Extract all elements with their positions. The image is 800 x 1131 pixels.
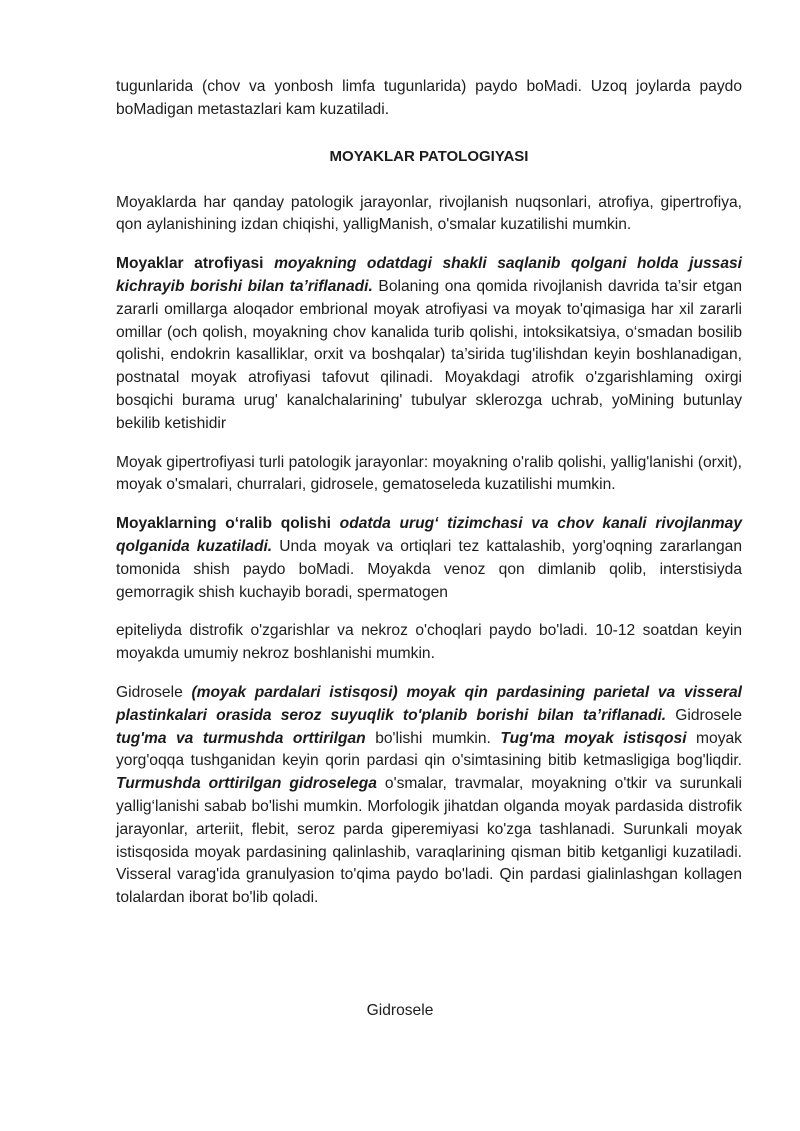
text-atrophy: Bolaning ona qomida rivojlanish davrida ta’sir etgan zararli omillarga aloqador embrional moyak atrofiyasi va moyak to'qimasiga har xil zararli omillar (och qolish, moyakning chov kanalida turib qolishi, intoksikatsiya, o‘smadan bosilib qolishi, endokrin kasalliklar, orxit va boshqalar) ta’sirida tug'ilishdan keyin boshlanadigan, postnatal moyak atrofiyasi tafovut qilinadi. Moyakdagi atrofik o'zgarishlaming oxirgi bosqichi burama urug' kanalchalarining' tubulyar sklerozga uchrab, yoMining butunlay bekilib ketishidir	[116, 277, 743, 432]
term-acquired-hydrocele: Turmushda orttirilgan gidroselega	[116, 775, 377, 793]
paragraph-torsion	[116, 513, 742, 604]
paragraph-continuation: tugunlarida (chov va yonbosh limfa tugunlarida) paydo boMadi. Uzoq joylarda paydo boMadigan metastazlari kam kuzatiladi.	[116, 78, 742, 118]
paragraph-necrosis: epiteliyda distrofik o'zgarishlar va nekroz o'choqlari paydo bo'ladi. 10-12 soatdan keyin moyakda umumiy nekroz boshlanishi mumkin.	[116, 622, 742, 663]
figure-caption: Gidrosele	[366, 1002, 434, 1019]
text-hydrocele-5: o'smalar, travmalar, moyakning o'tkir va surunkali yallig‘lanishi sabab bo'lishi mumkin. Morfologik jihatdan olganda moyak pardasida distrofik jarayonlar, arteriit, flebit, seroz parda giperemiyasi ko'zga tashlanadi. Surunkali moyak istisqosida moyak pardasining qalinlashib, varaqlarining qisman bitib ketganligi kuzatiladi. Visseral varag'ida granulyasion to'qima paydo bo'ladi. Qin pardasi gialinlashgan kollagen tolalardan iborat bo'lib qoladi.	[116, 775, 742, 907]
definition-hydrocele: (moyak pardalari istisqosi) moyak qin pardasining parietal va visseral plastinkalari orasida seroz suyuqlik to'planib borishi bilan ta’riflanadi.	[116, 683, 742, 724]
term-hydrocele-types: tug'ma va turmushda orttirilgan	[116, 729, 366, 747]
document-body	[116, 76, 742, 926]
term-congenital-hydrocele: Tug'ma moyak istisqosi	[500, 729, 687, 747]
paragraph-intro: Moyaklarda har qanday patologik jarayonlar, rivojlanish nuqsonlari, atrofiya, gipertrofiya, qon aylanishining izdan chiqishi, yalligManish, o'smalar kuzatilishi mumkin.	[116, 193, 742, 234]
paragraph-atrophy	[116, 253, 742, 435]
definition-atrophy: moyakning odatdagi shakli saqlanib qolgani holda jussasi kichrayib borishi bilan ta’riflanadi.	[116, 255, 742, 295]
text-hydrocele-2: Gidrosele	[666, 706, 742, 724]
term-torsion: Moyaklarning o‘ralib qolishi	[116, 515, 331, 533]
text-torsion: Unda moyak va ortiqlari tez kattalashib, yorg'oqning zararlangan tomonida shish paydo boMadi. Moyakda venoz qon dimlanib qolib, interstisiyda gemorragik shish kuchayib boradi, spermatogen	[116, 537, 742, 601]
text-hydrocele-1: Gidrosele	[116, 683, 192, 701]
section-heading: MOYAKLAR PATOLOGIYASI	[329, 147, 529, 165]
paragraph-hypertrophy: Moyak gipertrofiyasi turli patologik jarayonlar: moyakning o'ralib qolishi, yallig'lanishi (orxit), moyak o'smalari, churralari, gidrosele, gematoseleda kuzatilishi mumkin.	[116, 453, 742, 494]
text-hydrocele-3: bo'lishi mumkin.	[365, 729, 501, 747]
definition-torsion: odatda urug‘ tizimchasi va chov kanali rivojlanmay qolganida kuzatiladi.	[116, 515, 742, 555]
term-atrophy: Moyaklar atrofiyasi	[116, 255, 264, 273]
paragraph-hydrocele	[116, 682, 742, 910]
text-hydrocele-4: moyak yorg'oqqa tushganidan keyin qorin pardasi qin o'simtasining bitib ketmasligiga bog'liqdir.	[116, 729, 742, 770]
